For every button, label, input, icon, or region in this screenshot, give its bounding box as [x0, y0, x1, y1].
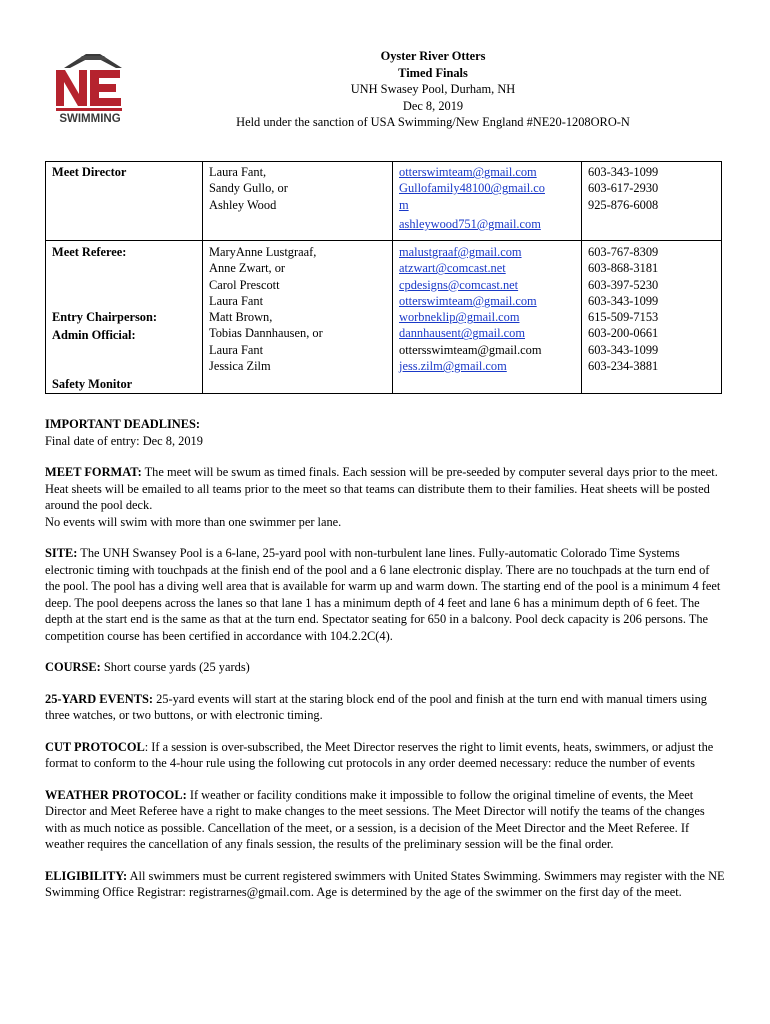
weather-protocol-section — [45, 787, 725, 853]
section-label: 25-YARD EVENTS: — [45, 691, 153, 706]
official-name: Jessica Zilm — [209, 359, 271, 374]
site-section — [45, 545, 725, 644]
eligibility-section — [45, 868, 725, 901]
official-name: Laura Fant — [209, 342, 264, 357]
section-text: 25-yard events will start at the staring block end of the pool and finish at the turn end with manual timers using three watches, or two buttons, or with electronic timing. — [45, 691, 707, 722]
section-label: CUT PROTOCOL — [45, 739, 145, 754]
official-name: Matt Brown, — [209, 310, 273, 325]
phones-cell — [582, 162, 722, 241]
phone-number: 603-343-1099 — [588, 165, 659, 179]
deadlines-section — [45, 416, 725, 449]
section-text: If weather or facility conditions make it impossible to follow the original timeline of events, the Meet Director and Meet Referee have a right to make changes to the meet sessions. The Meet Director will notify the teams of the changes with as much notice as possible. Cancellation of the meet, or a session, is a decision of the Meet Director and the Meet Referee. If weather requires the cancellation of any finals session, the results of the preliminary session will be the final order. — [45, 787, 705, 851]
meet-title: Timed Finals — [398, 65, 468, 80]
email-link[interactable]: atzwart@comcast.net — [399, 261, 506, 276]
phone-number: 603-343-1099 — [588, 342, 659, 357]
cut-protocol-section — [45, 739, 725, 772]
sanction-line: Held under the sanction of USA Swimming/New England #NE20-1208ORO-N — [236, 115, 630, 129]
email-link[interactable]: malustgraaf@gmail.com — [399, 245, 522, 259]
official-name: Laura Fant — [209, 293, 264, 308]
role-label: Meet Director — [52, 165, 127, 179]
phone-number: 603-343-1099 — [588, 293, 659, 308]
phone-number: 603-200-0661 — [588, 326, 659, 341]
official-name: Laura Fant, — [209, 165, 267, 179]
table-row — [46, 241, 722, 394]
meet-header — [200, 48, 666, 131]
ne-swimming-logo-graphic — [50, 50, 132, 126]
email-link[interactable]: ashleywood751@gmail.com — [399, 216, 541, 231]
email-link[interactable]: worbneklip@gmail.com — [399, 310, 520, 325]
section-label: ELIGIBILITY: — [45, 868, 128, 883]
section-label: COURSE: — [45, 660, 101, 674]
emails-cell — [393, 241, 582, 394]
email-link[interactable]: m — [399, 197, 409, 212]
email-link[interactable]: jess.zilm@gmail.com — [399, 359, 507, 374]
official-name: Carol Prescott — [209, 277, 280, 292]
official-name: Ashley Wood — [209, 197, 277, 212]
logo-wordmark: SWIMMING — [59, 113, 121, 125]
events25-section — [45, 691, 725, 724]
names-cell — [203, 162, 393, 241]
section-heading: IMPORTANT DEADLINES: — [45, 417, 201, 431]
phone-number: 603-868-3181 — [588, 261, 659, 276]
section-text: No events will swim with more than one swimmer per lane. — [45, 514, 342, 529]
section-text: Short course yards (25 yards) — [100, 660, 250, 674]
emails-cell — [393, 162, 582, 241]
email-link[interactable]: dannhausent@gmail.com — [399, 326, 525, 341]
section-text: The UNH Swansey Pool is a 6-lane, 25-yard pool with non-turbulent lane lines. Fully-automatic Colorado Time Systems electronic timing with touchpads at the finish end of the pool and a 6 lane electronic display. There are no touchpads at the turn end of the pool. The pool has a diving well area that is available for warm up and warm down. The starting end of the pool is a minimum 4 feet deep. The pool deepens across the lanes so that lane 1 has a minimum depth of 4 feet and lane 6 has a minimum depth of 6 feet. The depth at the start end is the same as that at the turn end. Spectator seating for 650 in a balcony. Pool deck capacity is 206 persons. The competition course has been certified in accordance with 104.2.2C(4). — [45, 546, 721, 643]
role-label: Admin Official: — [52, 327, 136, 342]
role-label: Meet Referee: — [52, 245, 127, 259]
phone-number: 603-617-2930 — [588, 181, 659, 196]
section-text: The meet will be swum as timed finals. Each session will be pre-seeded by computer several days prior to the meet. Heat sheets will be emailed to all teams prior to the meet so that teams can distribute them to their families. Heat sheets will be posted around the pool deck. — [45, 465, 718, 512]
format-section — [45, 464, 725, 530]
email-text: ottersswimteam@gmail.com — [399, 342, 542, 357]
names-cell — [203, 241, 393, 394]
role-label: Entry Chairperson: — [52, 310, 157, 325]
section-text: : If a session is over-subscribed, the Meet Director reserves the right to limit events, heats, swimmers, or adjust the format to conform to the 4-hour rule using the following cut protocols in any order deemed necessary: reduce the number of events — [45, 739, 714, 770]
official-name: Tobias Dannhausen, or — [209, 326, 323, 341]
section-label: MEET FORMAT: — [45, 465, 142, 479]
official-name: Sandy Gullo, or — [209, 181, 288, 196]
official-name: Anne Zwart, or — [209, 261, 286, 276]
phone-number: 925-876-6008 — [588, 197, 659, 212]
email-link[interactable]: otterswimteam@gmail.com — [399, 293, 537, 308]
team-name: Oyster River Otters — [380, 49, 486, 63]
role-cell — [46, 162, 203, 241]
phone-number: 603-767-8309 — [588, 245, 659, 259]
email-link[interactable]: Gullofamily48100@gmail.co — [399, 181, 545, 196]
section-label: SITE: — [45, 546, 78, 560]
section-text: All swimmers must be current registered swimmers with United States Swimming. Swimmers may register with the NE Swimming Office Registrar: registrarnes@gmail.com. Age is determined by the age of the swimmer on the first day of the meet. — [45, 868, 725, 899]
meet-information — [45, 416, 725, 916]
phone-number: 603-234-3881 — [588, 359, 659, 374]
section-text: Final date of entry: Dec 8, 2019 — [45, 433, 203, 448]
phones-cell — [582, 241, 722, 394]
email-link[interactable]: cpdesigns@comcast.net — [399, 277, 519, 292]
course-section — [45, 659, 725, 676]
email-link[interactable]: otterswimteam@gmail.com — [399, 165, 537, 179]
role-cell — [46, 241, 203, 394]
section-label: WEATHER PROTOCOL: — [45, 787, 187, 802]
officials-table — [45, 161, 722, 394]
phone-number: 615-509-7153 — [588, 310, 659, 325]
table-row — [46, 162, 722, 241]
meet-location: UNH Swasey Pool, Durham, NH — [350, 82, 516, 96]
meet-date: Dec 8, 2019 — [402, 98, 464, 113]
ne-swimming-logo — [50, 50, 132, 126]
official-name: MaryAnne Lustgraaf, — [209, 245, 317, 259]
role-label: Safety Monitor — [52, 376, 133, 391]
phone-number: 603-397-5230 — [588, 277, 659, 292]
